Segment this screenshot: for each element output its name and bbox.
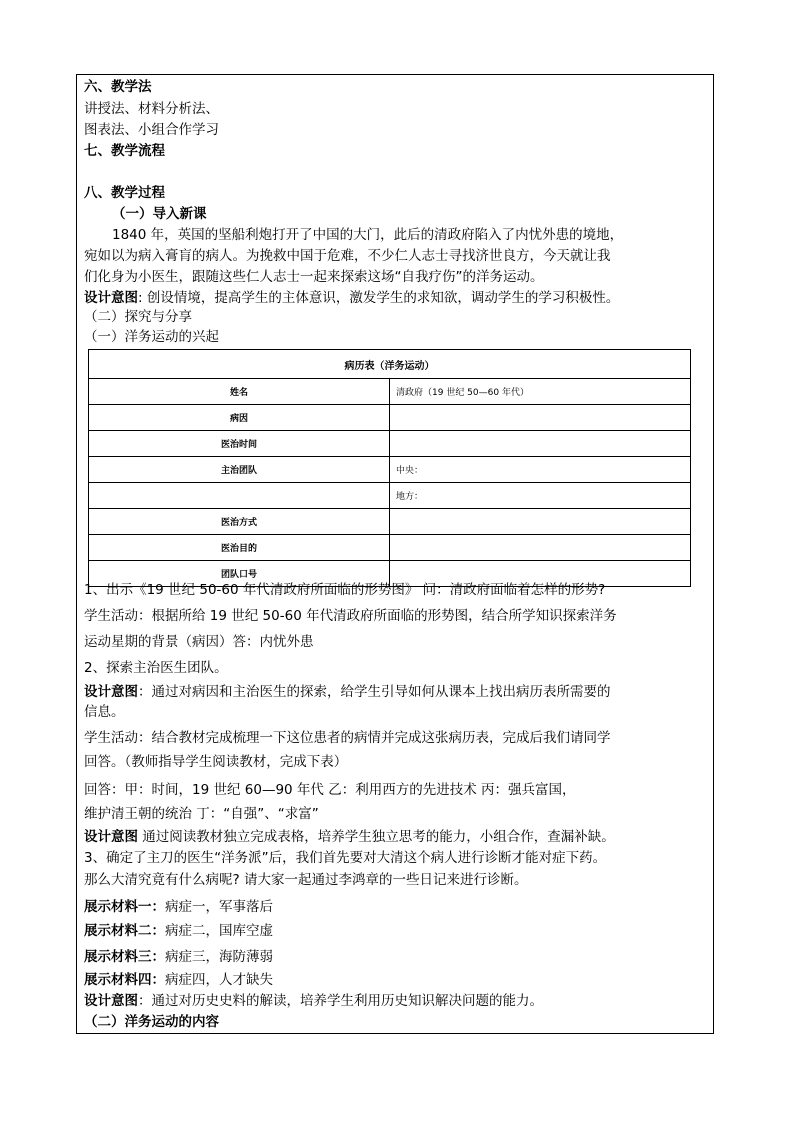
design-intent-text: ：通过对病因和主治医生的探索，给学生引导如何从课本上找出病历表所需要的 <box>138 684 611 700</box>
design-intent-2-cont: 信息。 <box>84 704 125 720</box>
row-label: 姓名 <box>89 379 390 405</box>
row-label: 医治时间 <box>89 431 390 457</box>
activity-1-line-1: 学生活动：根据所给 19 世纪 50-60 年代清政府所面临的形势图，结合所学知识探索洋务 <box>84 608 617 624</box>
row-value: 中央： <box>390 457 691 483</box>
material-text: 病症三，海防薄弱 <box>165 949 273 965</box>
activity-2-line-1: 学生活动：结合教材完成梳理一下这位患者的病情并完成这张病历表，完成后我们请同学 <box>84 730 611 746</box>
row-value <box>390 535 691 561</box>
table-row <box>89 431 691 457</box>
medical-record-table <box>88 349 691 587</box>
table-row <box>89 483 691 509</box>
table-row <box>89 535 691 561</box>
method-line-2: 图表法、小组合作学习 <box>84 122 219 138</box>
design-intent-4 <box>84 992 543 1010</box>
answer-line-1: 回答：甲：时间，19 世纪 60—90 年代 乙：利用西方的先进技术 丙：强兵富国， <box>84 782 576 798</box>
question-1: 1、出示《19 世纪 50-60 年代清政府所面临的形势图》 问：清政府面临着怎样的形势? <box>84 582 606 598</box>
design-intent-text: 通过阅读教材独立完成表格，培养学生独立思考的能力，小组合作，查漏补缺。 <box>138 829 615 845</box>
design-intent-2 <box>84 683 611 701</box>
row-value <box>390 431 691 457</box>
row-value: 清政府（19 世纪 50—60 年代） <box>390 379 691 405</box>
section7-heading: 七、教学流程 <box>84 143 165 159</box>
row-label: 医治目的 <box>89 535 390 561</box>
material-label: 展示材料三： <box>84 949 165 965</box>
row-label: 主治团队 <box>89 457 390 483</box>
answer-line-2: 维护清王朝的统治 丁：“自强”、“求富” <box>84 806 319 822</box>
material-3 <box>84 948 273 966</box>
row-label <box>89 483 390 509</box>
question-3-line-1: 3、确定了主刀的医生“洋务派”后，我们首先要对大清这个病人进行诊断才能对症下药。 <box>84 850 607 866</box>
table-row <box>89 379 691 405</box>
intro-title: （一）导入新课 <box>112 206 207 222</box>
question-2: 2、探索主治医生团队。 <box>84 660 228 676</box>
material-4 <box>84 971 273 989</box>
section6-heading: 六、教学法 <box>84 79 152 95</box>
design-intent-text: : 创设情境，提高学生的主体意识，激发学生的求知欲，调动学生的学习积极性。 <box>138 290 620 306</box>
material-2 <box>84 922 273 940</box>
section8-heading: 八、教学过程 <box>84 185 165 201</box>
row-value <box>390 509 691 535</box>
rise-title: （一）洋务运动的兴起 <box>84 329 219 345</box>
material-text: 病症四，人才缺失 <box>165 972 273 988</box>
table-row <box>89 457 691 483</box>
method-line-1: 讲授法、材料分析法、 <box>84 101 219 117</box>
table-row <box>89 509 691 535</box>
table-row <box>89 350 691 379</box>
material-text: 病症二，国库空虚 <box>165 923 273 939</box>
material-label: 展示材料四： <box>84 972 165 988</box>
design-intent-label: 设计意图 <box>84 684 138 700</box>
content-title: （二）洋务运动的内容 <box>84 1014 219 1030</box>
material-label: 展示材料二： <box>84 923 165 939</box>
activity-1-line-2: 运动星期的背景（病因）答：内忧外患 <box>84 634 314 650</box>
question-3-line-2: 那么大清究竟有什么病呢? 请大家一起通过李鸿章的一些日记来进行诊断。 <box>84 872 528 888</box>
material-label: 展示材料一： <box>84 899 165 915</box>
design-intent-text: ：通过对历史史料的解读，培养学生利用历史知识解决问题的能力。 <box>138 993 543 1009</box>
activity-2-line-2: 回答。（教师指导学生阅读教材，完成下表） <box>84 754 348 770</box>
design-intent-label: 设计意图 <box>84 290 138 306</box>
intro-paragraph-1: 1840 年，英国的坚船利炮打开了中国的大门，此后的清政府陷入了内忧外患的境地， <box>112 227 624 243</box>
material-1 <box>84 898 273 916</box>
row-value: 地方： <box>390 483 691 509</box>
record-title: 病历表（洋务运动） <box>89 350 691 379</box>
design-intent-3 <box>84 828 615 846</box>
design-intent-label: 设计意图 <box>84 829 138 845</box>
row-label: 病因 <box>89 405 390 431</box>
material-text: 病症一，军事落后 <box>165 899 273 915</box>
row-label: 团队口号 <box>89 561 390 587</box>
explore-title: （二）探究与分享 <box>84 309 192 325</box>
design-intent-1 <box>84 289 619 307</box>
intro-paragraph-2: 宛如以为病入膏肓的病人。为挽救中国于危难，不少仁人志士寻找济世良方，今天就让我 <box>84 248 611 264</box>
table-row <box>89 405 691 431</box>
row-label: 医治方式 <box>89 509 390 535</box>
design-intent-label: 设计意图 <box>84 993 138 1009</box>
intro-paragraph-3: 们化身为小医生，跟随这些仁人志士一起来探索这场“自我疗伤”的洋务运动。 <box>84 269 544 285</box>
row-value <box>390 405 691 431</box>
